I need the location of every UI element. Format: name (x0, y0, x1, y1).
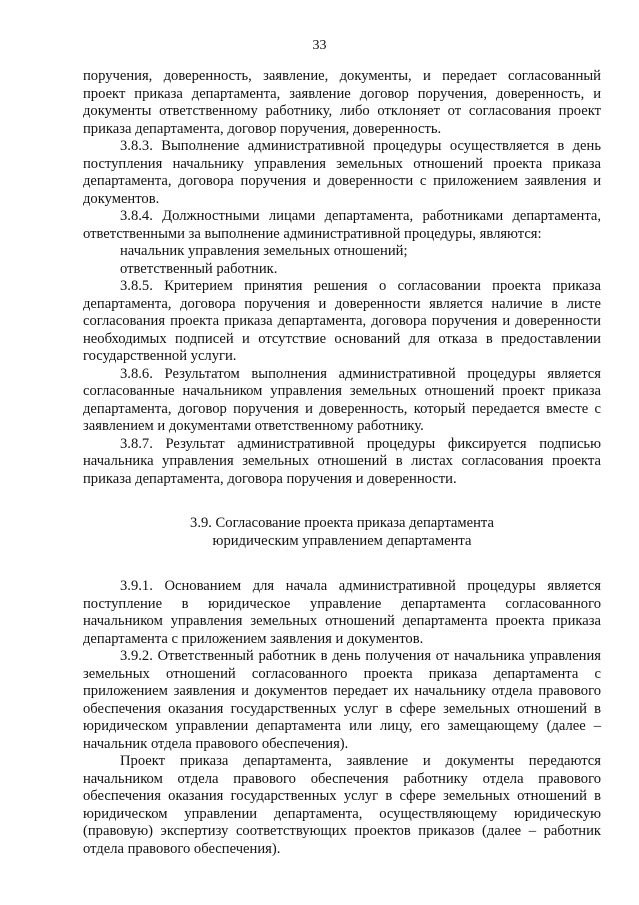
paragraph-3-8-3: 3.8.3. Выполнение административной процедуры осуществляется в день поступления начальнику управления земельных отношений проекта приказа департамента, договора поручения и доверенности с приложением заявления и документов. (83, 138, 601, 207)
page-number: 33 (312, 38, 327, 53)
section-heading-line-2: юридическим управлением департамента (212, 532, 472, 549)
paragraph-3-8-7: 3.8.7. Результат административной процедуры фиксируется подписью начальника управления земельных отношений в листах согласования проекта приказа департамента, договора поручения и доверенности. (83, 435, 601, 487)
paragraph-3-8-6: 3.8.6. Результатом выполнения административной процедуры является согласованные начальником управления земельных отношений проект приказа департамента, договор поручения и доверенность, который передается вместе с заявлением и документами ответственному работнику. (83, 365, 601, 434)
paragraph-3-9-1: 3.9.1. Основанием для начала административной процедуры является поступление в юридическое управление департамента согласованного начальником управления земельных отношений департамента проекта приказа департамента с приложением заявления и документов. (83, 578, 601, 647)
section-heading-3-9 (83, 515, 601, 550)
section-heading-line-1: 3.9. Согласование проекта приказа департамента (190, 515, 494, 531)
list-item-head: начальник управления земельных отношений; (120, 243, 408, 259)
paragraph-project-transfer: Проект приказа департамента, заявление и документы передаются начальником отдела правового обеспечения работнику отдела правового обеспечения оказания государственных услуг в сфере земельных отношений в юридическом управлении департамента, осуществляющему юридическую (правовую) экспертизу соответствующих проектов приказов (далее – работник отдела правового обеспечения). (83, 753, 601, 857)
paragraph-3-8-5: 3.8.5. Критерием принятия решения о согласовании проекта приказа департамента, договора поручения и доверенности является наличие в листе согласования проекта приказа департамента, договора поручения и доверенности необходимых подписей и отсутствие оснований для отказа в предоставлении государственной услуги. (83, 278, 601, 364)
document-body (83, 68, 601, 858)
paragraph-continuation: поручения, доверенность, заявление, документы, и передает согласованный проект приказа департамента, заявление договор поручения, доверенность, и документы ответственному работнику, либо отклоняет от согласования проект приказа департамента, договор поручения, доверенность. (83, 68, 601, 137)
list-item-worker: ответственный работник. (120, 260, 278, 277)
paragraph-3-9-2: 3.9.2. Ответственный работник в день получения от начальника управления земельных отношений согласованного проекта приказа департамента с приложением заявления и документов передает их начальнику отдела правового обеспечения оказания государственных услуг в сфере земельных отношений в юридическом управлении департамента или лицу, его замещающему (далее – начальник отдела правового обеспечения). (83, 648, 601, 752)
paragraph-3-8-4: 3.8.4. Должностными лицами департамента, работниками департамента, ответственными за выполнение административной процедуры, являются: (83, 208, 601, 242)
